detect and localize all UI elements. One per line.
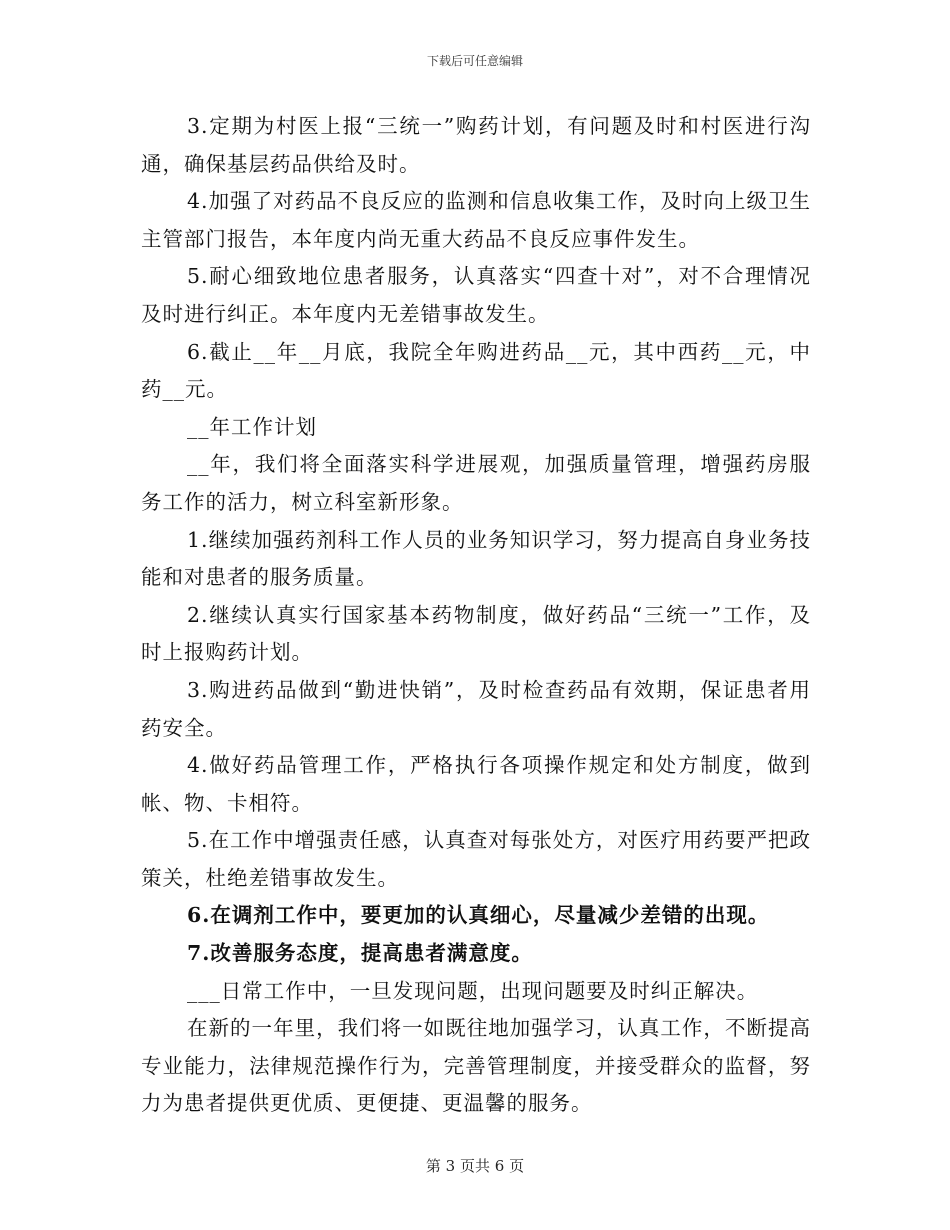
paragraph-1: 3.定期为村医上报“三统一”购药计划，有问题及时和村医进行沟通，确保基层药品供给及时。 xyxy=(141,114,811,176)
paragraph-6: __年，我们将全面落实科学进展观，加强质量管理，增强药房服务工作的活力，树立科室新形象。 xyxy=(141,452,811,514)
page-header: 下载后可任意编辑 xyxy=(426,54,523,68)
paragraph-2: 4.加强了对药品不良反应的监测和信息收集工作，及时向上级卫生主管部门报告，本年度内尚无重大药品不良反应事件发生。 xyxy=(141,189,811,251)
paragraph-10: 4.做好药品管理工作，严格执行各项操作规定和处方制度，做到帐、物、卡相符。 xyxy=(141,753,811,815)
section-heading-work-plan: __年工作计划 xyxy=(187,414,317,439)
paragraph-4: 6.截止__年__月底，我院全年购进药品__元，其中西药__元，中药__元。 xyxy=(141,339,811,402)
paragraph-7: 1.继续加强药剂科工作人员的业务知识学习，努力提高自身业务技能和对患者的服务质量。 xyxy=(141,527,811,590)
paragraph-9: 3.购进药品做到“勤进快销”，及时检查药品有效期，保证患者用药安全。 xyxy=(141,677,811,740)
paragraph-3: 5.耐心细致地位患者服务，认真落实“四查十对”，对不合理情况及时进行纠正。本年度内无差错事故发生。 xyxy=(141,264,811,326)
paragraph-12-bold: 6.在调剂工作中，要更加的认真细心，尽量减少差错的出现。 xyxy=(187,903,770,928)
page-footer: 第 3 页共 6 页 xyxy=(425,1157,525,1175)
paragraph-11: 5.在工作中增强责任感，认真查对每张处方，对医疗用药要严把政策关，杜绝差错事故发生。 xyxy=(141,828,811,890)
paragraph-15: 在新的一年里，我们将一如既往地加强学习，认真工作，不断提高专业能力，法律规范操作行为，完善管理制度，并接受群众的监督，努力为患者提供更优质、更便捷、更温馨的服务。 xyxy=(141,1016,811,1116)
paragraph-14: ___日常工作中，一旦发现问题，出现问题要及时纠正解决。 xyxy=(187,978,759,1003)
paragraph-8: 2.继续认真实行国家基本药物制度，做好药品“三统一”工作，及时上报购药计划。 xyxy=(141,602,811,665)
paragraph-13-bold: 7.改善服务态度，提高患者满意度。 xyxy=(187,941,533,966)
document-body xyxy=(141,108,811,1123)
